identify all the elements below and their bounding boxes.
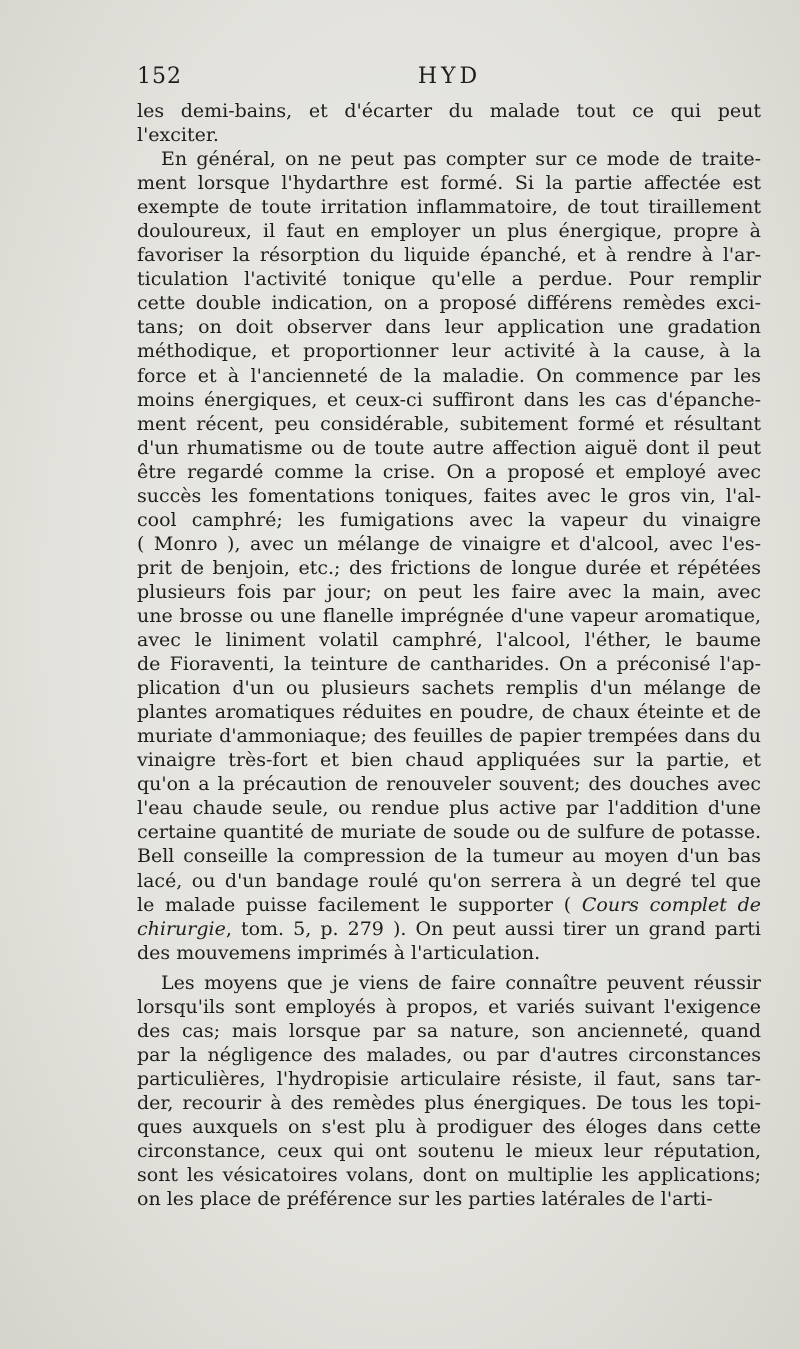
text-line: lacé, ou d'un bandage roulé qu'on serrera à un degré tel que [137,869,761,892]
text-line: En général, on ne peut pas compter sur ce mode de traite- [161,148,761,171]
text-line: certaine quantité de muriate de soude ou de sulfure de potasse. [137,821,761,844]
text-line: lorsqu'ils sont employés à propos, et variés suivant l'exigence [137,995,761,1018]
text-line: chirurgie, tom. 5, p. 279 ). On peut aussi tirer un grand parti [137,917,761,940]
text-line: moins énergiques, et ceux-ci suffiront dans les cas d'épanche- [137,388,761,411]
text-line: muriate d'ammoniaque; des feuilles de papier trempées dans du [137,725,761,748]
text-line: circonstance, ceux qui ont soutenu le mieux leur réputation, [137,1140,761,1163]
text-line: l'eau chaude seule, ou rendue plus active par l'addition d'une [137,797,761,820]
text-line: par la négligence des malades, ou par d'autres circonstances [137,1043,761,1066]
running-head: HYD [417,64,482,89]
text-line: sont les vésicatoires volans, dont on multiplie les applications; [137,1164,761,1187]
text-line: on les place de préférence sur les parties latérales de l'arti- [137,1188,713,1211]
text-line: ques auxquels on s'est plu à prodiguer des éloges dans cette [137,1115,761,1138]
text-line: plication d'un ou plusieurs sachets remplis d'un mélange de [137,677,761,700]
text-line: Bell conseille la compression de la tumeur au moyen d'un bas [137,845,761,868]
text-line: de Fioraventi, la teinture de cantharides. On a préconisé l'ap- [137,653,761,676]
text-line: être regardé comme la crise. On a proposé et employé avec [137,460,761,483]
text-line: favoriser la résorption du liquide épanché, et à rendre à l'ar- [137,244,761,267]
page-header [137,64,762,94]
text-line: méthodique, et proportionner leur activité à la cause, à la [137,340,761,363]
text-line: une brosse ou une flanelle imprégnée d'une vapeur aromatique, [137,604,761,627]
text-line: ment récent, peu considérable, subitement formé et résultant [137,412,761,435]
text-line: ticulation l'activité tonique qu'elle a perdue. Pour remplir [137,268,761,291]
text-line: succès les fomentations toniques, faites avec le gros vin, l'al- [137,484,761,507]
text-line: prit de benjoin, etc.; des frictions de longue durée et répétées [137,556,761,579]
text-line: des mouvemens imprimés à l'articulation. [137,941,541,964]
text-line: plusieurs fois par jour; on peut les faire avec la main, avec [137,580,761,603]
text-line: l'exciter. [137,124,219,147]
text-line: qu'on a la précaution de renouveler souvent; des douches avec [137,773,761,796]
text-line: vinaigre très-fort et bien chaud appliquées sur la partie, et [137,749,761,772]
page-number: 152 [137,64,182,89]
text-line: particulières, l'hydropisie articulaire résiste, il faut, sans tar- [137,1067,761,1090]
text-line: cette double indication, on a proposé différens remèdes exci- [137,292,761,315]
text-line: force et à l'ancienneté de la maladie. On commence par les [137,364,761,387]
text-line: Les moyens que je viens de faire connaître peuvent réussir [161,971,761,994]
paragraph [137,147,761,965]
text-line: tans; on doit observer dans leur application une gradation [137,316,761,339]
text-line: douloureux, il faut en employer un plus énergique, propre à [137,220,761,243]
text-line: ment lorsque l'hydarthre est formé. Si la partie affectée est [137,172,761,195]
text-line: avec le liniment volatil camphré, l'alcool, l'éther, le baume [137,629,761,652]
text-line: der, recourir à des remèdes plus énergiques. De tous les topi- [137,1091,761,1114]
text-line: ( Monro ), avec un mélange de vinaigre et d'alcool, avec l'es- [137,532,761,555]
text-line: des cas; mais lorsque par sa nature, son ancienneté, quand [137,1019,761,1042]
paragraph [137,99,761,147]
text-line: les demi-bains, et d'écarter du malade tout ce qui peut [137,100,761,122]
text-line: cool camphré; les fumigations avec la vapeur du vinaigre [137,508,761,531]
text-line: d'un rhumatisme ou de toute autre affection aiguë dont il peut [137,436,761,459]
text-line: exempte de toute irritation inflammatoire, de tout tiraillement [137,196,761,219]
text-line: le malade puisse facilement le supporter ( Cours complet de [137,893,761,916]
text-block [137,99,761,1211]
paragraph [137,971,761,1211]
text-line: plantes aromatiques réduites en poudre, de chaux éteinte et de [137,701,761,724]
